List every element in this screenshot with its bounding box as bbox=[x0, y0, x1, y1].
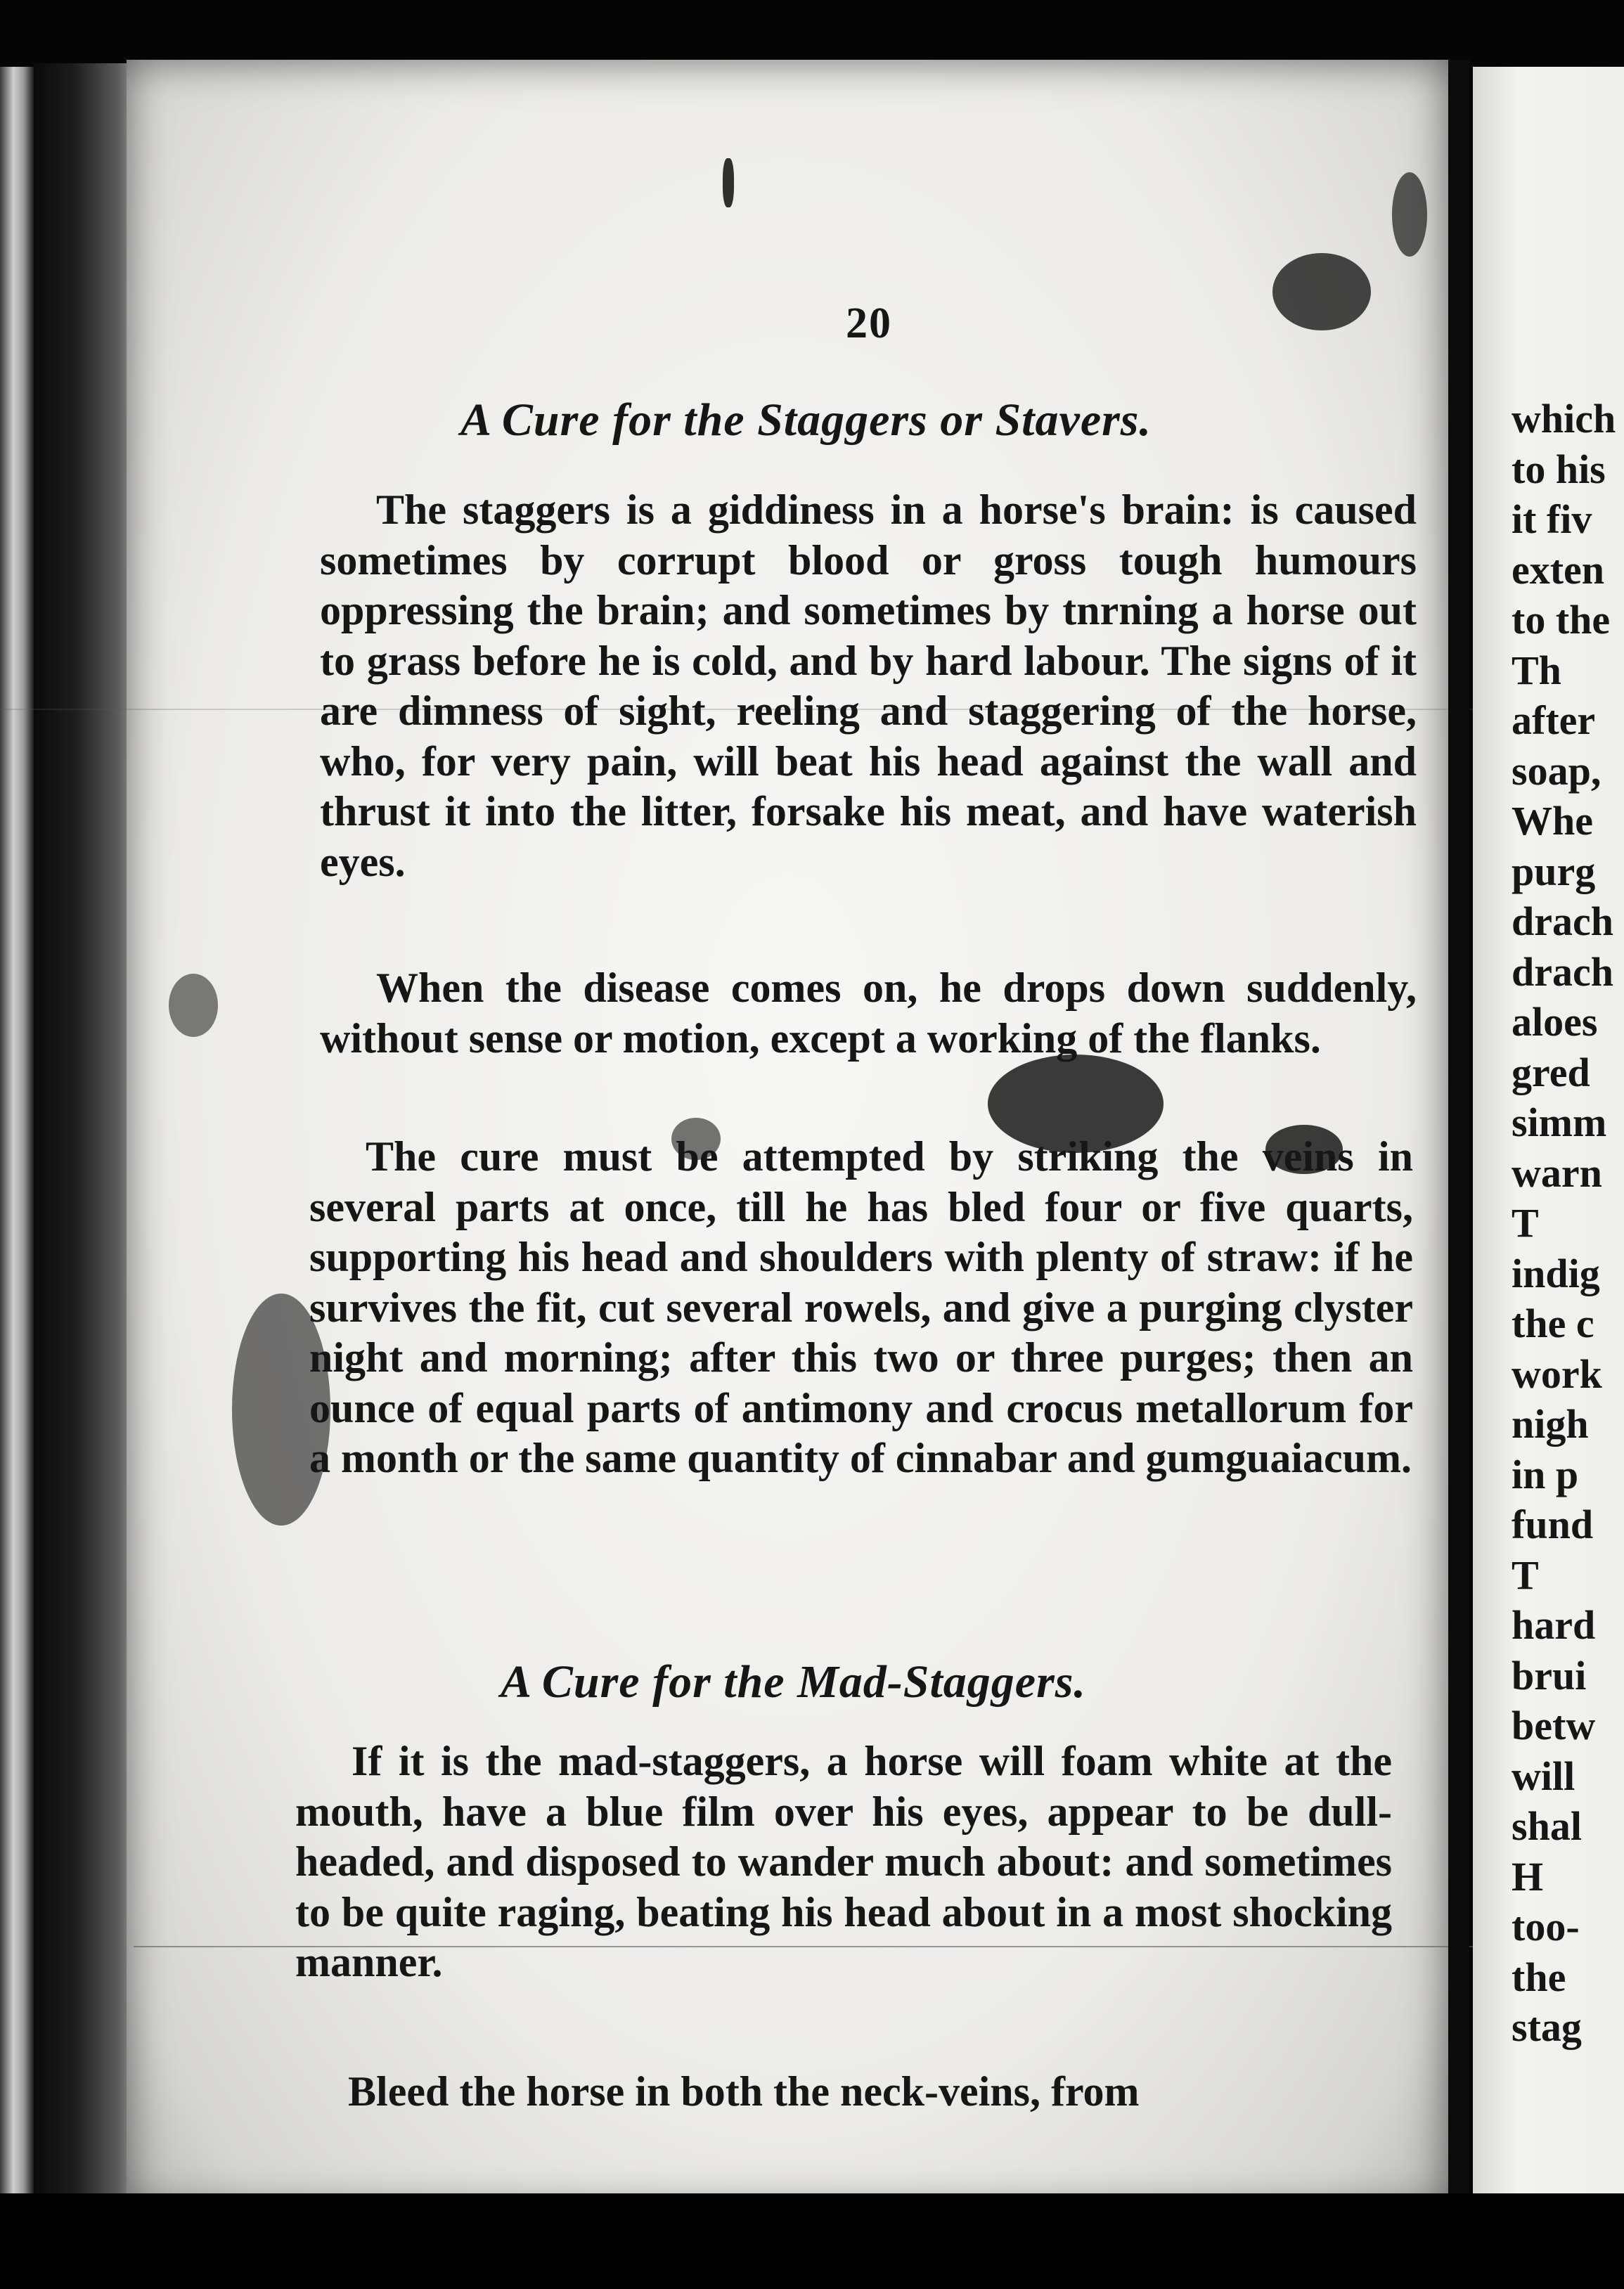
facing-line: to his bbox=[1512, 446, 1606, 492]
scan-border bbox=[0, 2193, 1624, 2289]
paragraph-text: The staggers is a giddiness in a horse's brain: is caused sometimes by corrupt blood or gross tough humours oppressing the brain; and sometimes by tnrning a horse out to grass before he is cold, and by hard labour. The signs of it are dimness of sight, reeling and staggering of the horse, who, for very pain, will beat his head against the wall and thrust it into the litter, forsake his meat, and have waterish eyes. bbox=[320, 486, 1417, 885]
facing-line: T bbox=[1512, 1200, 1539, 1246]
section-heading: A Cure for the Staggers or Stavers. bbox=[460, 394, 1152, 446]
paragraph bbox=[292, 2067, 1392, 2117]
facing-line: simm bbox=[1512, 1100, 1607, 1145]
paragraph bbox=[320, 485, 1417, 887]
ink-blot bbox=[1392, 172, 1427, 257]
page-gutter bbox=[1448, 60, 1469, 2232]
facing-line: indig bbox=[1512, 1250, 1600, 1296]
paragraph-text: The cure must be attempted by striking the veins in several parts at once, till he has bled four or five quarts, supporting his head and shoulders with plenty of straw: if he survives the fit, cut several rowels, and give a purging clyster night and morning; after this two or three purges; then an ounce of equal parts of antimony and crocus metallorum for a month or the same quantity of cinnabar and gumguaiacum. bbox=[309, 1133, 1413, 1481]
paragraph-text: When the disease comes on, he drops down suddenly, without sense or motion, except a working of the flanks. bbox=[320, 965, 1417, 1062]
paragraph bbox=[320, 963, 1417, 1064]
previous-page-edge bbox=[0, 67, 34, 2204]
facing-line: exten bbox=[1512, 546, 1605, 593]
facing-line: brui bbox=[1512, 1652, 1587, 1698]
book-binding-shadow bbox=[34, 63, 139, 2214]
facing-line: hard bbox=[1512, 1602, 1596, 1648]
facing-line: which bbox=[1512, 396, 1616, 441]
facing-line: to the bbox=[1512, 597, 1611, 643]
facing-line: the c bbox=[1512, 1301, 1594, 1346]
facing-line: drach bbox=[1512, 948, 1613, 995]
facing-line: T bbox=[1512, 1552, 1539, 1598]
facing-line: will bbox=[1512, 1753, 1575, 1799]
page-number: 20 bbox=[846, 299, 892, 347]
facing-line: purg bbox=[1512, 848, 1596, 894]
paragraph bbox=[309, 1132, 1413, 1484]
facing-page-text bbox=[1512, 394, 1624, 2053]
facing-line: shal bbox=[1512, 1803, 1582, 1849]
facing-line: stag bbox=[1512, 2004, 1582, 2050]
facing-line: aloes bbox=[1512, 999, 1598, 1045]
facing-line: the bbox=[1512, 1954, 1566, 2000]
paragraph bbox=[295, 1736, 1392, 1988]
facing-line: nigh bbox=[1512, 1401, 1589, 1447]
facing-line: too- bbox=[1512, 1904, 1580, 1949]
facing-line: in p bbox=[1512, 1451, 1579, 1497]
facing-line: drach bbox=[1512, 898, 1613, 944]
ink-blot bbox=[169, 974, 218, 1037]
facing-line: gred bbox=[1512, 1049, 1590, 1095]
paragraph-text: If it is the mad-staggers, a horse will foam white at the mouth, have a blue film over his eyes, appear to be dull-headed, and disposed to wander much about: and sometimes to be quite raging, beating his head about in a most shocking manner. bbox=[295, 1738, 1392, 1985]
facing-line: H bbox=[1512, 1853, 1544, 1900]
section-heading: A Cure for the Mad-Staggers. bbox=[501, 1656, 1086, 1708]
facing-line: after bbox=[1512, 697, 1596, 743]
facing-line: soap, bbox=[1512, 747, 1602, 794]
facing-line: fund bbox=[1512, 1502, 1594, 1547]
facing-line: Th bbox=[1512, 647, 1561, 693]
facing-line: betw bbox=[1512, 1703, 1596, 1748]
paragraph-text: Bleed the horse in both the neck-veins, from bbox=[348, 2068, 1140, 2115]
ink-blot bbox=[1272, 253, 1371, 330]
ink-blot bbox=[723, 158, 734, 207]
facing-line: it fiv bbox=[1512, 496, 1592, 542]
facing-line: Whe bbox=[1512, 798, 1593, 844]
facing-line: work bbox=[1512, 1350, 1602, 1397]
facing-line: warn bbox=[1512, 1149, 1602, 1196]
